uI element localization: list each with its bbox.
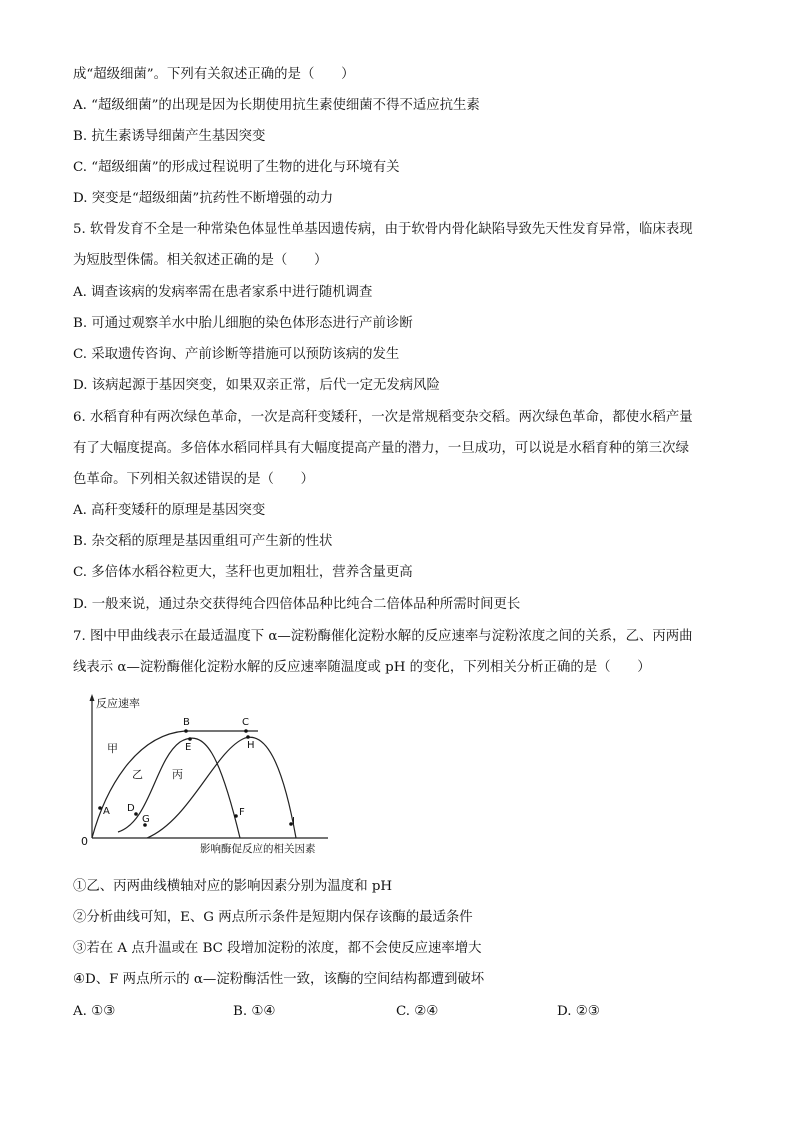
point-label-d: D <box>127 803 135 814</box>
enzyme-curves-figure <box>70 690 350 860</box>
point-b <box>184 729 188 733</box>
option-line: A. 调查该病的发病率需在患者家系中进行随机调查 <box>73 285 373 300</box>
curve-bing <box>147 737 296 838</box>
curve-label-jia: 甲 <box>107 742 118 755</box>
point-label-a: A <box>103 806 110 817</box>
point-label-i: I <box>292 816 295 827</box>
curve-yi <box>118 738 240 838</box>
option-line: A. “超级细菌”的出现是因为长期使用抗生素使细菌不得不适应抗生素 <box>73 98 480 113</box>
option-line: B. 抗生素诱导细菌产生基因突变 <box>73 129 266 144</box>
curve-label-bing: 丙 <box>172 768 183 781</box>
point-label-h: H <box>247 740 255 751</box>
point-label-e: E <box>185 742 192 753</box>
y-axis-arrow <box>90 694 95 701</box>
point-c <box>244 729 248 733</box>
statement-2: ②分析曲线可知，E、G 两点所示条件是短期内保存该酶的最适条件 <box>73 910 473 925</box>
x-axis-label: 影响酶促反应的相关因素 <box>200 843 316 855</box>
question-7-cont: 线表示 α—淀粉酶催化淀粉水解的反应速率随温度或 pH 的变化，下列相关分析正确的是（ ） <box>73 660 651 675</box>
answer-option-a: A. ①③ <box>73 1004 116 1019</box>
point-label-g: G <box>142 814 150 825</box>
text-line: 成“超级细菌”。下列有关叙述正确的是（ ） <box>73 67 355 82</box>
answer-option-c: C. ②④ <box>396 1004 439 1019</box>
question-6-cont: 有了大幅度提高。多倍体水稻同样具有大幅度提高产量的潜力，一旦成功，可以说是水稻育种的第三次绿 <box>73 441 689 456</box>
question-6-cont: 色革命。下列相关叙述错误的是（ ） <box>73 472 315 487</box>
point-label-f: F <box>239 807 245 818</box>
question-7: 7. 图中甲曲线表示在最适温度下 α—淀粉酶催化淀粉水解的反应速率与淀粉浓度之间的关系，乙、丙两曲 <box>73 629 693 644</box>
option-line: C. “超级细菌”的形成过程说明了生物的进化与环境有关 <box>73 160 400 175</box>
origin-label: 0 <box>81 835 88 848</box>
point-h <box>246 735 250 739</box>
point-e <box>188 737 192 741</box>
question-5-cont: 为短肢型侏儒。相关叙述正确的是（ ） <box>73 253 328 268</box>
statement-3: ③若在 A 点升温或在 BC 段增加淀粉的浓度，都不会使反应速率增大 <box>73 941 482 956</box>
option-line: D. 一般来说，通过杂交获得纯合四倍体品种比纯合二倍体品种所需时间更长 <box>73 597 521 612</box>
option-line: D. 该病起源于基因突变，如果双亲正常，后代一定无发病风险 <box>73 378 440 393</box>
point-label-b: B <box>183 717 190 728</box>
statement-4: ④D、F 两点所示的 α—淀粉酶活性一致，该酶的空间结构都遭到破坏 <box>73 972 485 987</box>
statement-1: ①乙、丙两曲线横轴对应的影响因素分别为温度和 pH <box>73 879 393 894</box>
point-a <box>98 806 102 810</box>
point-f <box>234 814 238 818</box>
option-line: A. 高秆变矮秆的原理是基因突变 <box>73 503 266 518</box>
answer-option-d: D. ②③ <box>557 1004 600 1019</box>
question-5: 5. 软骨发育不全是一种常染色体显性单基因遗传病，由于软骨内骨化缺陷导致先天性发育异常，临床表现 <box>73 222 693 237</box>
point-label-c: C <box>242 717 249 728</box>
y-axis-label: 反应速率 <box>96 697 140 710</box>
curve-label-yi: 乙 <box>132 768 143 781</box>
answer-option-b: B. ①④ <box>233 1004 276 1019</box>
option-line: C. 采取遗传咨询、产前诊断等措施可以预防该病的发生 <box>73 347 400 362</box>
option-line: B. 杂交稻的原理是基因重组可产生新的性状 <box>73 534 333 549</box>
option-line: C. 多倍体水稻谷粒更大，茎秆也更加粗壮，营养含量更高 <box>73 565 413 580</box>
point-d <box>134 812 138 816</box>
question-6: 6. 水稻育种有两次绿色革命，一次是高秆变矮秆，一次是常规稻变杂交稻。两次绿色革命，都使水稻产量 <box>73 410 693 425</box>
option-line: B. 可通过观察羊水中胎儿细胞的染色体形态进行产前诊断 <box>73 316 413 331</box>
option-line: D. 突变是“超级细菌”抗药性不断增强的动力 <box>73 191 334 206</box>
